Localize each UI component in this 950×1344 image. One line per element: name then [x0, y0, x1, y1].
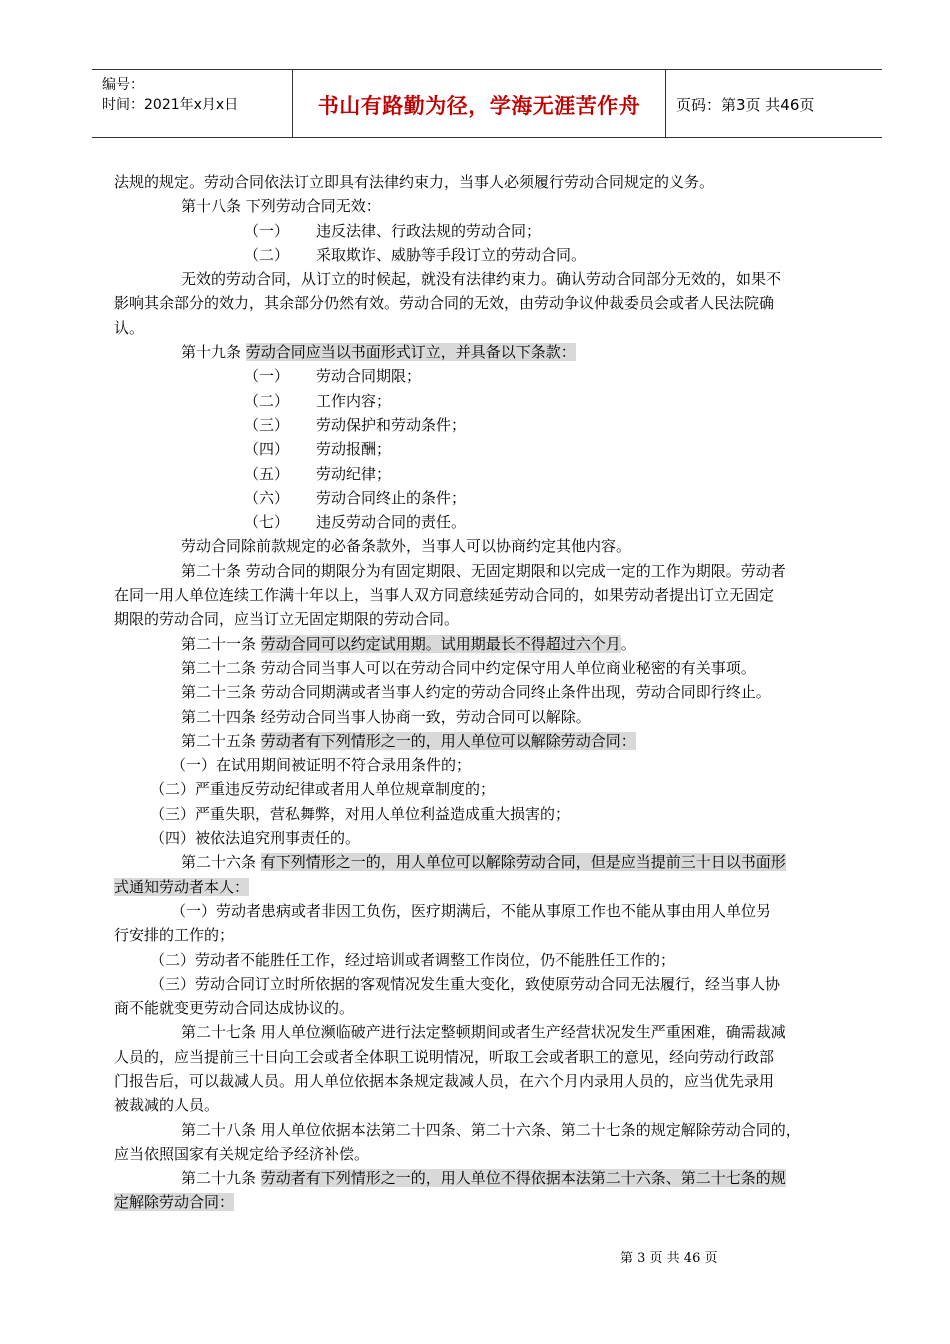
list-number: （六） [244, 488, 290, 507]
document-time-label: 时间：2021年x月x日 [102, 97, 239, 113]
header-page-cell [666, 70, 882, 137]
article-number: 第二十五条 [181, 731, 261, 750]
list-number: （四） [244, 440, 290, 459]
highlighted-text: 定解除劳动合同： [114, 1193, 235, 1212]
text-line: 期限的劳动合同，应当订立无固定期限的劳动合同。 [114, 610, 460, 629]
list-number: （三） [244, 415, 290, 434]
article-29-heading [114, 1166, 862, 1190]
text-line [114, 875, 862, 899]
article-22-heading: 第二十二条 劳动合同当事人可以在劳动合同中约定保守用人单位商业秘密的有关事项。 [181, 658, 756, 677]
text-line: 行安排的工作的； [114, 926, 235, 945]
text-line: 商不能就变更劳动合同达成协议的。 [114, 999, 355, 1018]
text-line: 人员的，应当提前三十日向工会或者全体职工说明情况，听取工会或者职工的意见，经向劳动行政部 [114, 1047, 775, 1066]
article-24-heading: 第二十四条 经劳动合同当事人协商一致，劳动合同可以解除。 [181, 707, 591, 726]
list-number: （一） [244, 221, 290, 240]
list-text: 劳动纪律； [316, 464, 392, 483]
list-item [114, 219, 862, 243]
list-text: 劳动保护和劳动条件； [316, 415, 467, 434]
list-item: （三）劳动合同订立时所依据的客观情况发生重大变化，致使原劳动合同无法履行，经当事人协 [150, 974, 781, 993]
text-line: 影响其余部分的效力，其余部分仍然有效。劳动合同的无效，由劳动争议仲裁委员会或者人民法院确 [114, 294, 775, 313]
list-item [114, 510, 862, 534]
list-item: （一）劳动者患病或者非因工负伤，医疗期满后，不能从事原工作也不能从事由用人单位另 [171, 901, 772, 920]
highlighted-text: 有下列情形之一的，用人单位可以解除劳动合同，但是应当提前三十日以书面形 [260, 853, 786, 872]
article-25-heading [114, 729, 862, 753]
header-page-number: 页码：第3页 共46页 [676, 96, 815, 114]
list-item: （四）被依法追究刑事责任的。 [150, 829, 361, 848]
text-tail: 。 [620, 634, 636, 653]
highlighted-text: 劳动者有下列情形之一的，用人单位不得依据本法第二十六条、第二十七条的规 [260, 1169, 786, 1188]
list-text: 工作内容； [316, 391, 392, 410]
text-line: 无效的劳动合同，从订立的时候起，就没有法律约束力。确认劳动合同部分无效的，如果不 [181, 270, 782, 289]
list-number: （二） [244, 391, 290, 410]
text-line: 应当依照国家有关规定给予经济补偿。 [114, 1144, 370, 1163]
list-number: （七） [244, 513, 290, 532]
article-number: 第十九条 [181, 343, 246, 362]
list-item [114, 389, 862, 413]
text-line: 劳动合同除前款规定的必备条款外，当事人可以协商约定其他内容。 [181, 537, 632, 556]
list-text: 违反劳动合同的责任。 [316, 513, 467, 532]
text-line: 法规的规定。劳动合同依法订立即具有法律约束力，当事人必须履行劳动合同规定的义务。 [114, 173, 715, 191]
text-line: 在同一用人单位连续工作满十年以上，当事人双方同意续延劳动合同的，如果劳动者提出订立无固定 [114, 586, 775, 605]
list-item: （三）严重失职，营私舞弊，对用人单位利益造成重大损害的； [150, 804, 571, 823]
header-meta-cell [92, 70, 293, 137]
list-item: （二）劳动者不能胜任工作，经过培训或者调整工作岗位，仍不能胜任工作的； [150, 950, 676, 969]
article-28-heading: 第二十八条 用人单位依据本法第二十四条、第二十六条、第二十七条的规定解除劳动合同的， [181, 1120, 801, 1139]
article-21-heading [114, 632, 862, 656]
article-26-heading [114, 850, 862, 874]
highlighted-text: 式通知劳动者本人： [114, 877, 250, 896]
list-text: 劳动合同期限； [316, 367, 422, 386]
highlighted-text: 劳动合同可以约定试用期。试用期最长不得超过六个月 [260, 634, 621, 653]
list-item [114, 364, 862, 388]
list-number: （一） [244, 367, 290, 386]
document-number-label: 编号： [102, 77, 144, 93]
list-item: （二）严重违反劳动纪律或者用人单位规章制度的； [150, 780, 496, 799]
highlighted-text: 劳动者有下列情形之一的，用人单位可以解除劳动合同： [260, 731, 636, 750]
page-header [92, 69, 882, 138]
text-line: 被裁减的人员。 [114, 1096, 220, 1115]
article-number: 第二十六条 [181, 853, 261, 872]
text-line [114, 1190, 862, 1214]
header-motto: 书山有路勤为径，学海无涯苦作舟 [317, 94, 641, 118]
page-footer: 第 3 页 共 46 页 [620, 1251, 718, 1266]
article-27-heading: 第二十七条 用人单位濒临破产进行法定整顿期间或者生产经营状况发生严重困难，确需裁减 [181, 1023, 786, 1042]
list-text: 采取欺诈、威胁等手段订立的劳动合同。 [316, 245, 587, 264]
highlighted-text: 劳动合同应当以书面形式订立，并具备以下条款： [245, 343, 576, 362]
article-19-heading [114, 340, 862, 364]
list-text: 违反法律、行政法规的劳动合同； [316, 221, 542, 240]
text-line: 认。 [114, 318, 145, 337]
list-item [114, 413, 862, 437]
text-line: 门报告后，可以裁减人员。用人单位依据本条规定裁减人员，在六个月内录用人员的，应当优先录用 [114, 1071, 775, 1090]
header-motto-cell [293, 70, 666, 137]
document-body [114, 170, 862, 1215]
article-23-heading: 第二十三条 劳动合同期满或者当事人约定的劳动合同终止条件出现，劳动合同即行终止。 [181, 683, 771, 702]
list-item [114, 243, 862, 267]
list-item [114, 437, 862, 461]
article-number: 第二十一条 [181, 634, 261, 653]
article-18-heading: 第十八条 下列劳动合同无效： [181, 197, 381, 216]
article-number: 第二十九条 [181, 1169, 261, 1188]
list-number: （二） [244, 245, 290, 264]
list-item [114, 462, 862, 486]
list-text: 劳动合同终止的条件； [316, 488, 467, 507]
list-item: （一）在试用期间被证明不符合录用条件的； [171, 756, 472, 775]
article-20-heading: 第二十条 劳动合同的期限分为有固定期限、无固定期限和以完成一定的工作为期限。劳动者 [181, 561, 786, 580]
list-text: 劳动报酬； [316, 440, 392, 459]
list-item [114, 486, 862, 510]
list-number: （五） [244, 464, 290, 483]
